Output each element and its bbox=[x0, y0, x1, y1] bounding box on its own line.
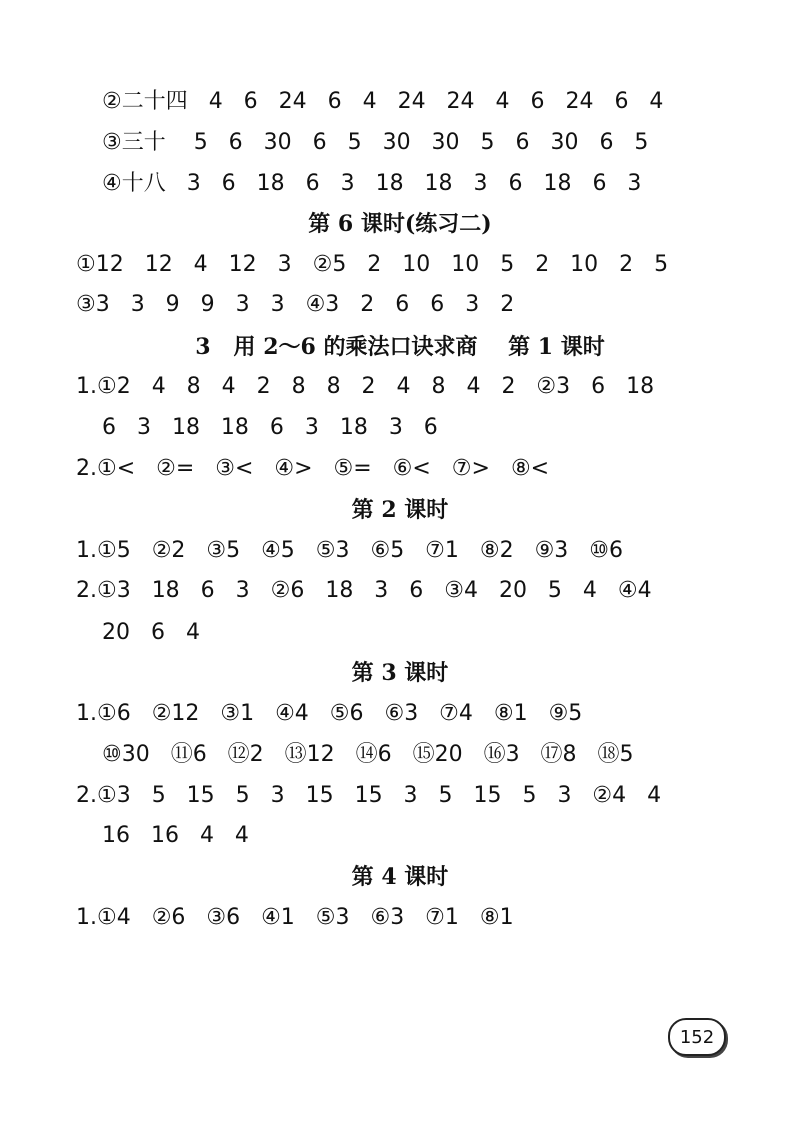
answer-line: 6 3 18 18 6 3 18 3 6 bbox=[102, 415, 438, 440]
section-heading: 第 6 课时(练习二) bbox=[308, 211, 492, 237]
page-number-badge bbox=[668, 1018, 726, 1056]
answer-line: ①12 12 4 12 3 ②5 2 10 10 5 2 10 2 5 bbox=[76, 252, 669, 277]
answer-line: 2.①3 5 15 5 3 15 15 3 5 15 5 3 ②4 4 bbox=[76, 783, 662, 808]
section-heading: 3 用 2～6 的乘法口诀求商 第 1 课时 bbox=[195, 334, 605, 360]
answer-line: 1.①2 4 8 4 2 8 8 2 4 8 4 2 ②3 6 18 bbox=[76, 374, 655, 399]
section-heading: 第 3 课时 bbox=[351, 660, 449, 686]
answer-line: ③3 3 9 9 3 3 ④3 2 6 6 3 2 bbox=[76, 292, 515, 317]
section-heading: 第 2 课时 bbox=[351, 497, 449, 523]
answer-line: ③三十 5 6 30 6 5 30 30 5 6 30 6 5 bbox=[102, 130, 649, 155]
answer-line: ④十八 3 6 18 6 3 18 18 3 6 18 6 3 bbox=[102, 171, 642, 196]
answer-line: 20 6 4 bbox=[102, 620, 200, 645]
section-heading: 第 4 课时 bbox=[351, 864, 449, 890]
answer-line: 2.①< ②= ③< ④> ⑤= ⑥< ⑦> ⑧< bbox=[76, 456, 550, 481]
answer-line: ⑩30 ⑪6 ⑫2 ⑬12 ⑭6 ⑮20 ⑯3 ⑰8 ⑱5 bbox=[102, 742, 634, 767]
page-number: 152 bbox=[679, 1026, 715, 1048]
answer-line: 2.①3 18 6 3 ②6 18 3 6 ③4 20 5 4 ④4 bbox=[76, 578, 652, 603]
answer-line: 16 16 4 4 bbox=[102, 823, 249, 848]
answer-line: 1.①4 ②6 ③6 ④1 ⑤3 ⑥3 ⑦1 ⑧1 bbox=[76, 905, 514, 930]
answer-line: ②二十四 4 6 24 6 4 24 24 4 6 24 6 4 bbox=[102, 89, 664, 114]
answer-line: 1.①5 ②2 ③5 ④5 ⑤3 ⑥5 ⑦1 ⑧2 ⑨3 ⑩6 bbox=[76, 538, 624, 563]
answer-line: 1.①6 ②12 ③1 ④4 ⑤6 ⑥3 ⑦4 ⑧1 ⑨5 bbox=[76, 701, 583, 726]
